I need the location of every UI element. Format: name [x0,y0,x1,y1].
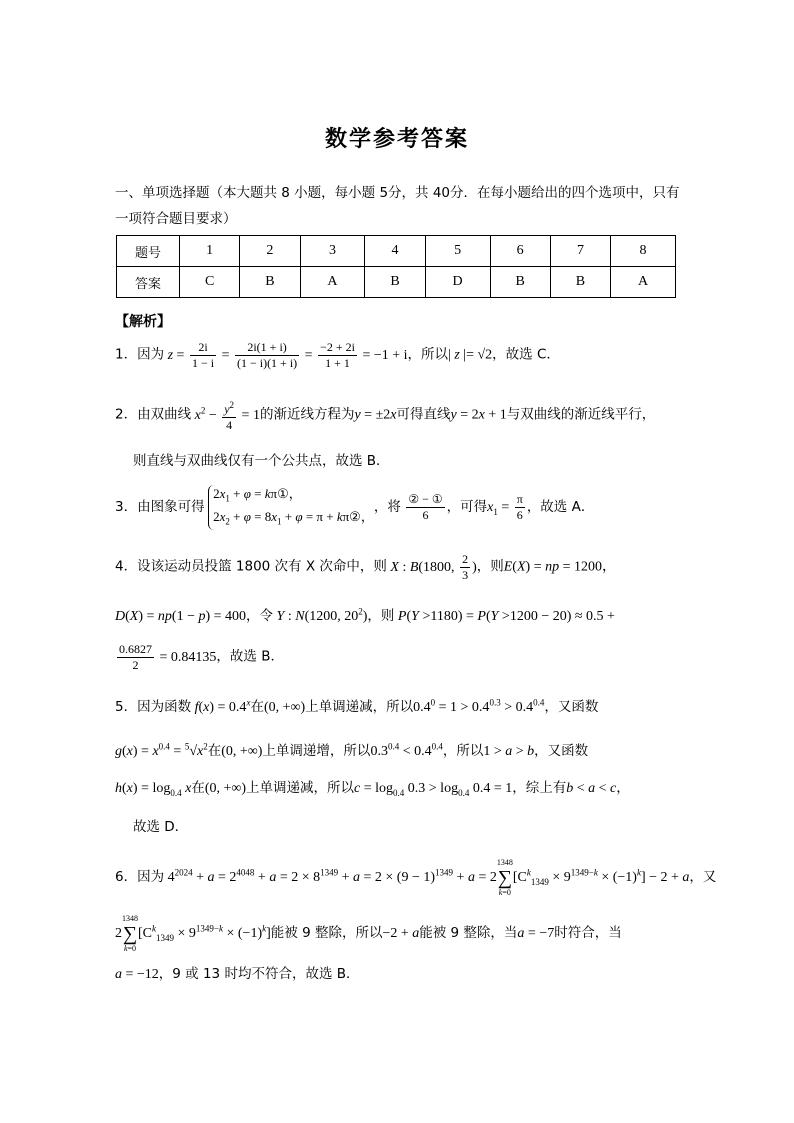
math-formula: $4^{2024} + a = 2^{4048} + a = 2 \times 8^{1349} + a = 2 \times (9 - 1)^{1349} + a = 21348$ ∑ $k=0[C^k_{1349} \times 9^{1349-k} \times (-1)^k] - 2 + a$ [167,858,690,897]
math-formula: $f(x) = 0.4^x$ [194,697,251,715]
table-row [117,236,676,267]
row-label: 题号 [117,236,180,267]
analysis-label: 【解析】 [115,314,171,330]
solution-5-line4: 故选 D． [133,819,189,835]
table-cell: 7 [550,236,610,267]
math-formula: $g(x) = x^{0.4} = ^5√x^2$ [115,741,208,759]
solution-2-line2: 则直线与双曲线仅有一个公共点，故选 B． [133,453,390,469]
answer-table [116,235,676,298]
solution-5-line3: $h(x) = \log_{0.4} x$在(0, +∞)上单调递减，所以$c = \log_{0.4} 0.3 > \log_{0.4} 0.4 = 1$，综上有b < a < c， [115,780,630,798]
solution-1: 1．因为 z = $\frac{2i}{1 - i}$ = $\frac{2i(1 + i)}{(1 - i)(1 + i)}$ = $\frac{-2 + 2i}{1 + 1}$ = −1 + i，所以| z |= √2，故选 C． [115,340,560,370]
solution-2: 2．由双曲线 $x^2$ − $\frac{y^2}{4}$ = 1的渐近线方程为y = ±2x可得直线y = 2x + 1与双曲线的渐近线平行， [115,400,656,432]
math-formula: (0, +∞) [204,781,247,796]
math-formula: 1 > a > b [483,744,535,759]
math-formula: −2 + a [382,926,420,942]
table-cell: B [240,267,300,298]
math-system: $2x_1 + \varphi$ = kπ①， $2x_2 + \varphi = 8x_1 + \varphi = \pi$ + kπ②， [208,485,374,530]
table-cell: B [550,267,610,298]
math-formula: (0, +∞) [221,744,263,759]
table-cell: C [180,267,240,298]
solution-4-line3: $\frac{0.6827}{2}$ = 0.84135，故选 B． [115,642,685,673]
table-cell: 1 [180,236,240,267]
solution-4-line2: D(X) = np(1 − p) = 400，令 Y : N(1200, $20^2$)，则 P(Y >1180) = P(Y >1200 − 20) ≈ 0.5 + [115,606,615,624]
math-formula: $\frac{0.6827}{2}$ = 0.84135 [119,642,217,672]
table-cell: 2 [240,236,300,267]
math-formula: y = ±2x [354,407,397,423]
math-formula: a = −7 [517,926,555,942]
math-formula: | z |= √2 [448,347,493,363]
solution-6-line3: a = −12，9 或 13 时均不符合，故选 B． [115,966,360,982]
table-cell: A [611,267,676,298]
math-formula: $x_1$ = $\frac{\pi}{6}$ [487,492,523,523]
solution-3: 3．由图象可得 $2x_1 + \varphi$ = kπ①， $2x_2 + \varphi = 8x_1 + \varphi = \pi$ + kπ②，，将 $\frac{\text{② − ①}}{6}$ ，可得$x_1$ = $\frac{\pi}{6}$ ，故选 A． [115,485,685,530]
section-heading: 一、单项选择题（本大题共 8 小题，每小题 5分，共 40分．在每小题给出的四个选项中，只有一项符合题目要求） [115,185,680,227]
solution-6: 6．因为 $4^{2024} + a = 2^{4048} + a = 2 \times 8^{1349} + a = 2 \times (9 - 1)^{1349} + a = 21348$ ∑ $k=0[C^k_{1349} \times 9^{1349-k} \times (-1)^k] - 2 + a$，又 [115,858,717,897]
math-formula: Y : N(1200, $20^2$) [276,606,368,624]
table-cell: 6 [490,236,550,267]
table-cell: B [365,267,425,298]
math-formula: y = 2x + 1 [450,407,507,423]
solution-4: 4．设该运动员投篮 1800 次有 X 次命中，则 X : B(1800, $\frac{2}{3}$ )，则E(X) = np = 1200， [115,552,616,582]
table-cell: 3 [300,236,365,267]
table-cell: D [425,267,490,298]
table-cell: A [300,267,365,298]
solution-5: 5．因为函数 $f(x) = 0.4^x$在(0, +∞)上单调递减，所以$0.4^0 = 1 > 0.4^{0.3} > 0.4^{0.4}$，又函数 [115,697,599,715]
page-title: 数学参考答案 [324,127,469,152]
math-formula: $h(x) = \log_{0.4} x$ [115,781,192,798]
math-formula: a = −12 [115,967,159,982]
table-cell: B [490,267,550,298]
math-formula: D(X) = np(1 − p) = 400 [115,609,247,624]
math-formula: $x^2$ − $\frac{y^2}{4}$ = 1 [194,400,260,432]
math-formula: (0, +∞) [263,700,306,715]
math-formula: E(X) = np = 1200 [503,559,602,575]
table-cell: 8 [611,236,676,267]
solution-6-line2: 21348 ∑ $k=0[C^k_{1349} \times 9^{1349-k} \times (-1)^k]$能被 9 整除，所以−2 + a能被 9 整除，当a = −7时符合，当 [115,914,622,953]
table-row [117,267,676,298]
math-formula: $0.4^0 = 1 > 0.4^{0.3} > 0.4^{0.4}$ [413,697,545,715]
table-cell: 5 [425,236,490,267]
solution-5-line2: $g(x) = x^{0.4} = ^5√x^2$在(0, +∞)上单调递增，所以$0.3^{0.4} < 0.4^{0.4}$，所以1 > a > b，又函数 [115,741,589,759]
math-formula: b < a < c [566,781,617,796]
math-formula: $c = \log_{0.4} 0.3 > \log_{0.4} 0.4 = 1$ [354,781,513,798]
math-formula: $\frac{\text{② − ①}}{6}$ [408,492,443,523]
math-formula: X : B(1800, $\frac{2}{3}$ ) [390,552,477,582]
row-label: 答案 [117,267,180,298]
math-formula: 21348 ∑ $k=0[C^k_{1349} \times 9^{1349-k} \times (-1)^k]$ [115,914,271,953]
math-formula: $0.3^{0.4} < 0.4^{0.4}$ [370,741,443,759]
math-formula: z = $\frac{2i}{1 - i}$ = $\frac{2i(1 + i)}{(1 - i)(1 + i)}$ = $\frac{-2 + 2i}{1 + 1}$ = −1 + i [167,340,408,370]
math-formula: P(Y >1180) = P(Y >1200 − 20) ≈ 0.5 + [397,609,615,624]
table-cell: 4 [365,236,425,267]
